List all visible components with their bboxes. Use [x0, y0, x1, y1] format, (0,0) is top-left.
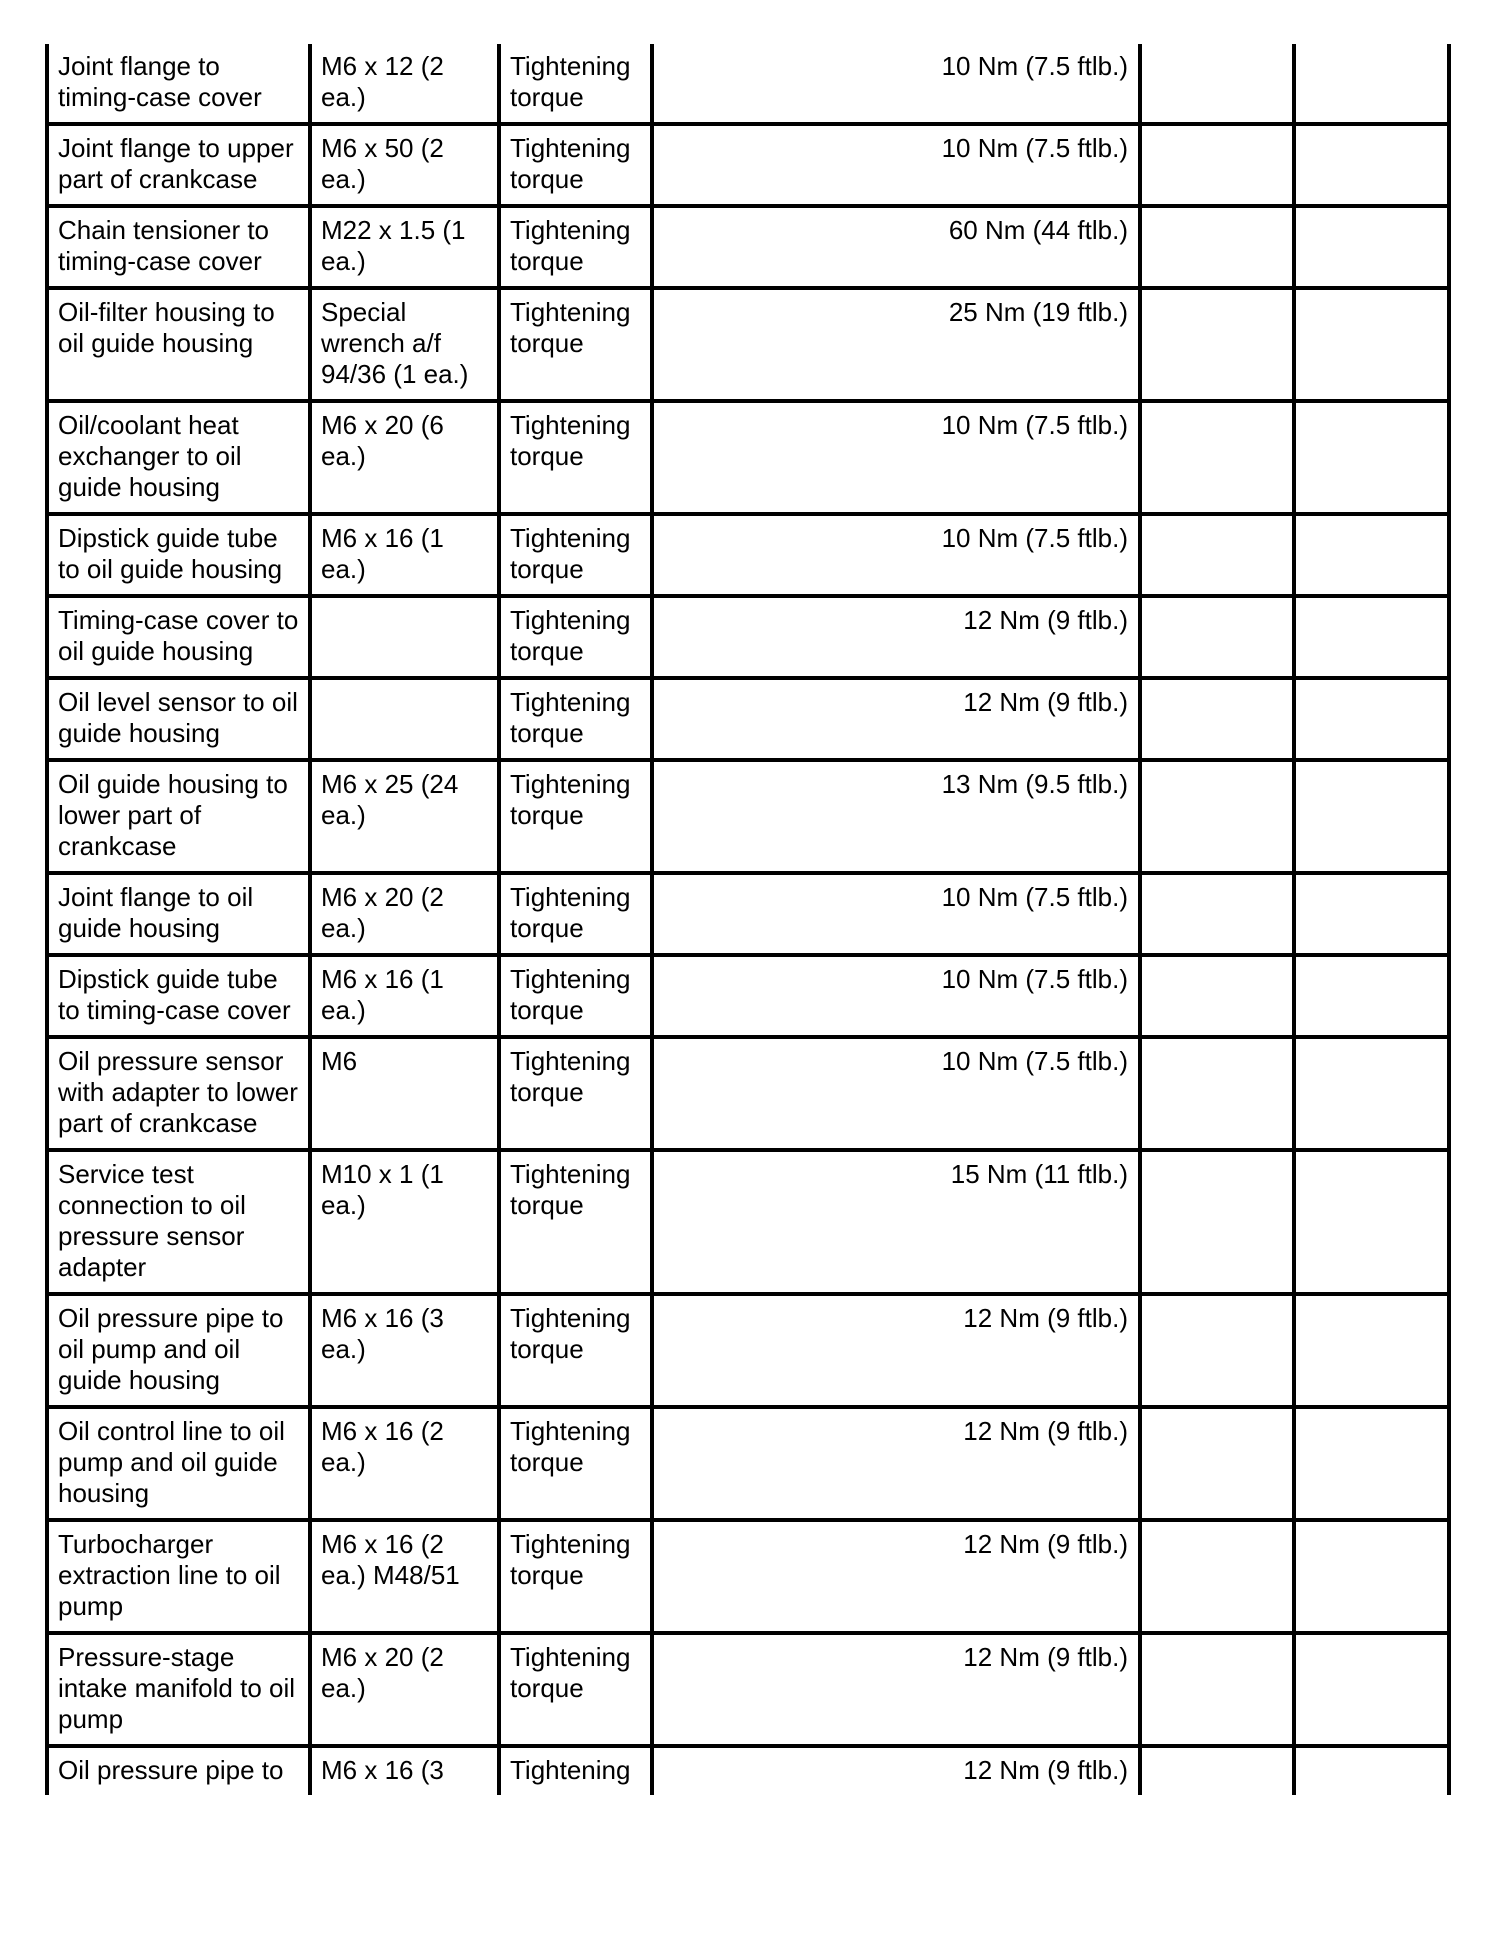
spec-type-cell: Tightening torque [499, 1294, 652, 1407]
component-cell: Oil level sensor to oil guide housing [47, 678, 310, 760]
spec-type-cell: Tightening torque [499, 1407, 652, 1520]
torque-value-cell: 12 Nm (9 ftlb.) [652, 1633, 1140, 1746]
extra-cell-2 [1294, 1520, 1449, 1633]
fastener-cell: M6 x 12 (2 ea.) [310, 44, 499, 124]
table-row [47, 678, 1449, 760]
extra-cell-2 [1294, 44, 1449, 124]
component-cell: Joint flange to upper part of crankcase [47, 124, 310, 206]
component-cell: Timing-case cover to oil guide housing [47, 596, 310, 678]
table-row [47, 1407, 1449, 1520]
component-cell: Joint flange to oil guide housing [47, 873, 310, 955]
torque-value-cell: 12 Nm (9 ftlb.) [652, 678, 1140, 760]
fastener-cell: M6 x 16 (2 ea.) [310, 1407, 499, 1520]
fastener-cell: M6 x 20 (6 ea.) [310, 401, 499, 514]
component-cell: Chain tensioner to timing-case cover [47, 206, 310, 288]
table-row [47, 873, 1449, 955]
spec-type-cell: Tightening torque [499, 1150, 652, 1294]
torque-value-cell: 25 Nm (19 ftlb.) [652, 288, 1140, 401]
torque-value-cell: 12 Nm (9 ftlb.) [652, 596, 1140, 678]
component-cell: Oil pressure sensor with adapter to lower part of crankcase [47, 1037, 310, 1150]
spec-type-cell: Tightening torque [499, 760, 652, 873]
torque-value-cell: 12 Nm (9 ftlb.) [652, 1746, 1140, 1795]
fastener-cell: M6 x 20 (2 ea.) [310, 873, 499, 955]
extra-cell-2 [1294, 401, 1449, 514]
fastener-cell: M6 x 16 (1 ea.) [310, 955, 499, 1037]
fastener-cell [310, 678, 499, 760]
extra-cell-2 [1294, 206, 1449, 288]
spec-type-cell: Tightening [499, 1746, 652, 1795]
extra-cell-1 [1140, 206, 1294, 288]
spec-type-cell: Tightening torque [499, 44, 652, 124]
extra-cell-1 [1140, 124, 1294, 206]
component-cell: Oil pressure pipe to [47, 1746, 310, 1795]
fastener-cell: M6 x 50 (2 ea.) [310, 124, 499, 206]
extra-cell-2 [1294, 1037, 1449, 1150]
fastener-cell: M6 x 16 (3 ea.) [310, 1294, 499, 1407]
extra-cell-1 [1140, 596, 1294, 678]
spec-type-cell: Tightening torque [499, 1037, 652, 1150]
fastener-cell: M10 x 1 (1 ea.) [310, 1150, 499, 1294]
torque-value-cell: 15 Nm (11 ftlb.) [652, 1150, 1140, 1294]
extra-cell-1 [1140, 44, 1294, 124]
extra-cell-1 [1140, 401, 1294, 514]
component-cell: Oil guide housing to lower part of crankcase [47, 760, 310, 873]
table-row [47, 401, 1449, 514]
spec-type-cell: Tightening torque [499, 206, 652, 288]
torque-value-cell: 10 Nm (7.5 ftlb.) [652, 124, 1140, 206]
extra-cell-2 [1294, 955, 1449, 1037]
component-cell: Oil/coolant heat exchanger to oil guide housing [47, 401, 310, 514]
extra-cell-1 [1140, 1520, 1294, 1633]
spec-type-cell: Tightening torque [499, 288, 652, 401]
extra-cell-1 [1140, 288, 1294, 401]
table-row [47, 760, 1449, 873]
extra-cell-1 [1140, 1150, 1294, 1294]
fastener-cell: M6 [310, 1037, 499, 1150]
extra-cell-2 [1294, 873, 1449, 955]
spec-type-cell: Tightening torque [499, 1520, 652, 1633]
extra-cell-1 [1140, 1294, 1294, 1407]
extra-cell-2 [1294, 514, 1449, 596]
fastener-cell [310, 596, 499, 678]
torque-value-cell: 10 Nm (7.5 ftlb.) [652, 1037, 1140, 1150]
spec-type-cell: Tightening torque [499, 955, 652, 1037]
table-row [47, 44, 1449, 124]
extra-cell-1 [1140, 1037, 1294, 1150]
fastener-cell: M22 x 1.5 (1 ea.) [310, 206, 499, 288]
extra-cell-2 [1294, 124, 1449, 206]
extra-cell-2 [1294, 596, 1449, 678]
component-cell: Dipstick guide tube to timing-case cover [47, 955, 310, 1037]
torque-value-cell: 60 Nm (44 ftlb.) [652, 206, 1140, 288]
fastener-cell: M6 x 25 (24 ea.) [310, 760, 499, 873]
table-row [47, 596, 1449, 678]
extra-cell-1 [1140, 873, 1294, 955]
component-cell: Oil control line to oil pump and oil guide housing [47, 1407, 310, 1520]
extra-cell-2 [1294, 760, 1449, 873]
extra-cell-1 [1140, 1633, 1294, 1746]
extra-cell-2 [1294, 1407, 1449, 1520]
table-row [47, 1520, 1449, 1633]
torque-value-cell: 10 Nm (7.5 ftlb.) [652, 44, 1140, 124]
table-row [47, 124, 1449, 206]
fastener-cell: Special wrench a/f 94/36 (1 ea.) [310, 288, 499, 401]
spec-type-cell: Tightening torque [499, 1633, 652, 1746]
extra-cell-2 [1294, 1633, 1449, 1746]
spec-type-cell: Tightening torque [499, 596, 652, 678]
component-cell: Service test connection to oil pressure sensor adapter [47, 1150, 310, 1294]
extra-cell-1 [1140, 678, 1294, 760]
torque-value-cell: 12 Nm (9 ftlb.) [652, 1407, 1140, 1520]
torque-value-cell: 10 Nm (7.5 ftlb.) [652, 401, 1140, 514]
component-cell: Oil pressure pipe to oil pump and oil guide housing [47, 1294, 310, 1407]
torque-value-cell: 10 Nm (7.5 ftlb.) [652, 955, 1140, 1037]
table-row [47, 1037, 1449, 1150]
table-row [47, 1150, 1449, 1294]
table-row [47, 1633, 1449, 1746]
torque-value-cell: 12 Nm (9 ftlb.) [652, 1294, 1140, 1407]
extra-cell-2 [1294, 1150, 1449, 1294]
torque-spec-table [45, 44, 1451, 1795]
component-cell: Pressure-stage intake manifold to oil pump [47, 1633, 310, 1746]
extra-cell-1 [1140, 760, 1294, 873]
table-row [47, 1746, 1449, 1795]
component-cell: Oil-filter housing to oil guide housing [47, 288, 310, 401]
spec-type-cell: Tightening torque [499, 401, 652, 514]
table-row [47, 288, 1449, 401]
extra-cell-2 [1294, 1294, 1449, 1407]
component-cell: Turbocharger extraction line to oil pump [47, 1520, 310, 1633]
extra-cell-1 [1140, 955, 1294, 1037]
torque-value-cell: 13 Nm (9.5 ftlb.) [652, 760, 1140, 873]
table-row [47, 206, 1449, 288]
fastener-cell: M6 x 16 (3 [310, 1746, 499, 1795]
spec-type-cell: Tightening torque [499, 873, 652, 955]
torque-value-cell: 12 Nm (9 ftlb.) [652, 1520, 1140, 1633]
torque-value-cell: 10 Nm (7.5 ftlb.) [652, 514, 1140, 596]
spec-type-cell: Tightening torque [499, 678, 652, 760]
extra-cell-2 [1294, 1746, 1449, 1795]
fastener-cell: M6 x 16 (2 ea.) M48/51 [310, 1520, 499, 1633]
extra-cell-1 [1140, 1407, 1294, 1520]
fastener-cell: M6 x 16 (1 ea.) [310, 514, 499, 596]
torque-value-cell: 10 Nm (7.5 ftlb.) [652, 873, 1140, 955]
spec-type-cell: Tightening torque [499, 124, 652, 206]
extra-cell-1 [1140, 1746, 1294, 1795]
spec-type-cell: Tightening torque [499, 514, 652, 596]
extra-cell-2 [1294, 288, 1449, 401]
component-cell: Joint flange to timing-case cover [47, 44, 310, 124]
extra-cell-2 [1294, 678, 1449, 760]
component-cell: Dipstick guide tube to oil guide housing [47, 514, 310, 596]
fastener-cell: M6 x 20 (2 ea.) [310, 1633, 499, 1746]
table-row [47, 955, 1449, 1037]
torque-spec-table-body [47, 44, 1449, 1795]
table-row [47, 514, 1449, 596]
extra-cell-1 [1140, 514, 1294, 596]
table-row [47, 1294, 1449, 1407]
